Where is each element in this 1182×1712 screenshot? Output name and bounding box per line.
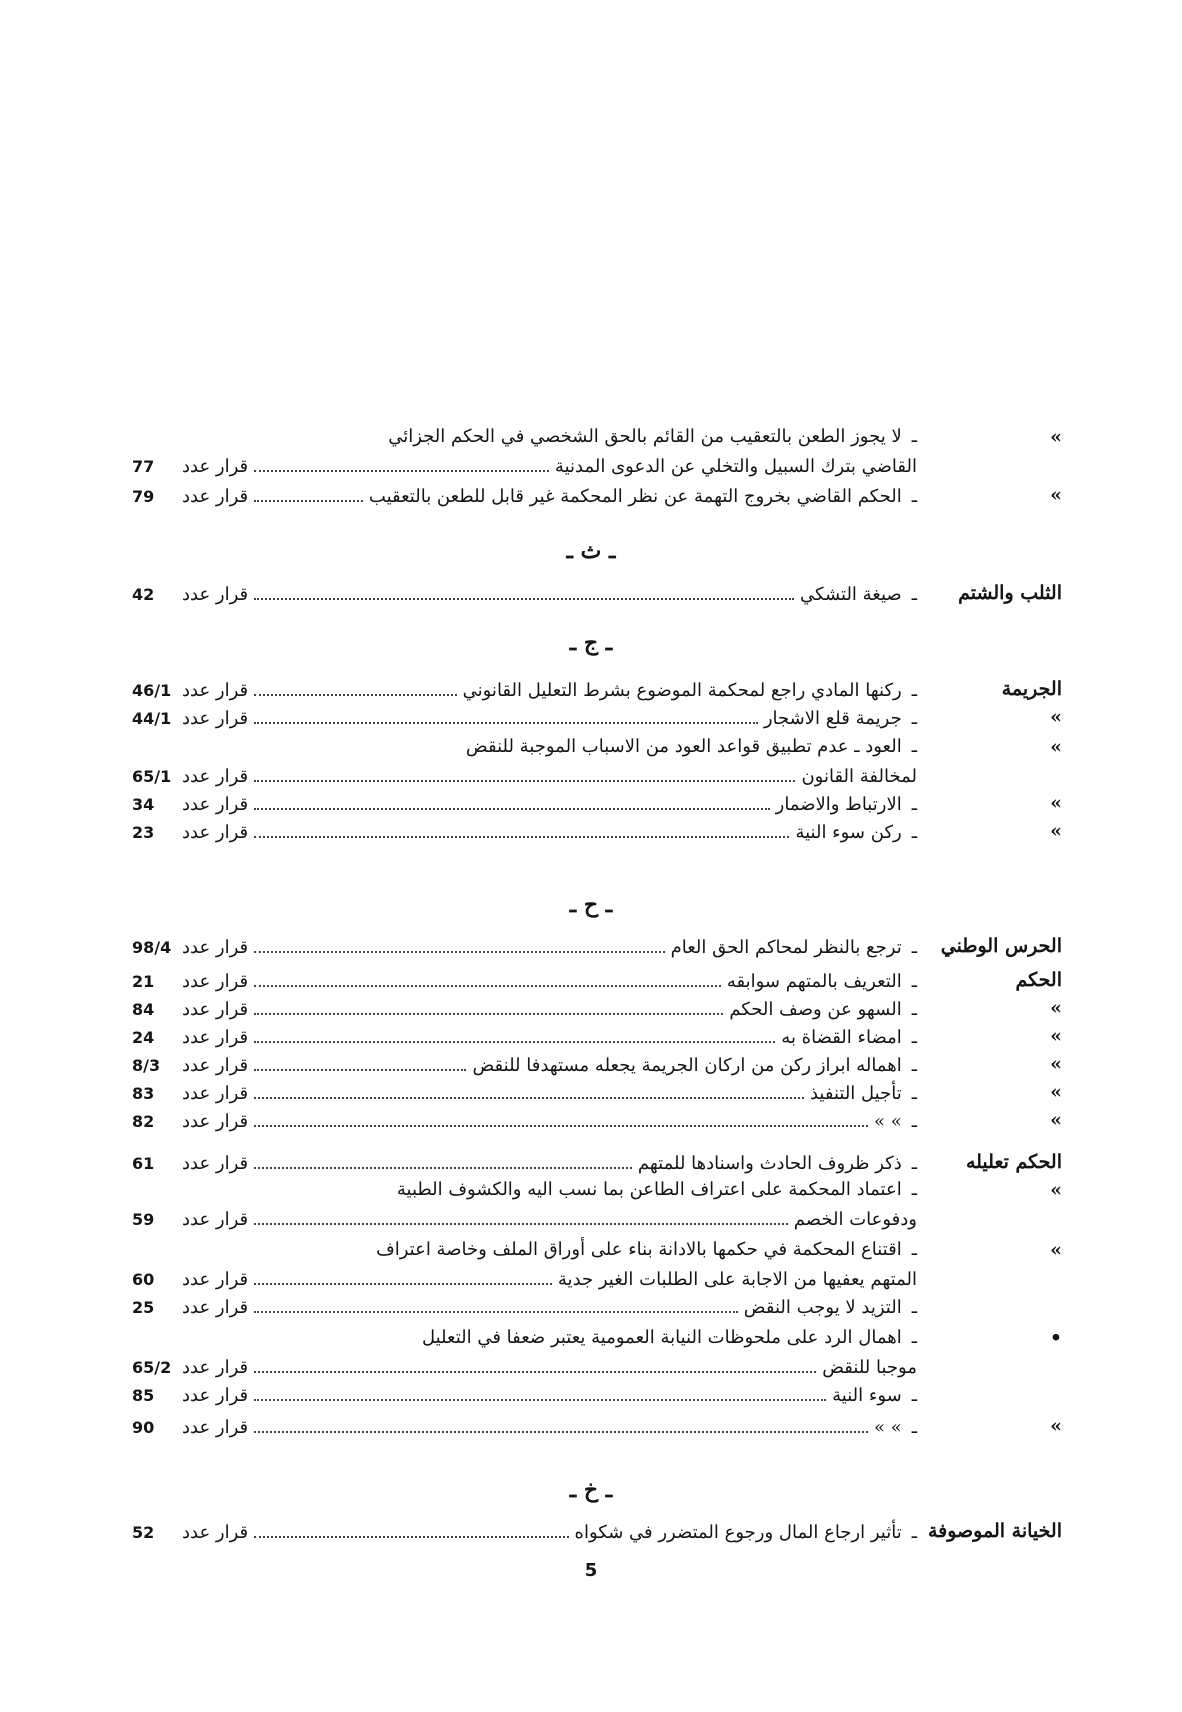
decision-label: قرار عدد [182,1111,249,1132]
entry-dash: ـ [911,937,917,958]
decision-number: 8/3 [132,1056,161,1075]
entry-body [132,995,917,1021]
index-entry [132,1205,1062,1231]
decision-label: قرار عدد [182,1027,249,1048]
decision-number: 44/1 [132,709,172,728]
entry-body [132,734,917,760]
entry-dash: ـ [911,1153,917,1174]
entry-dash: ـ [911,822,917,843]
entry-subject: » [1050,792,1062,814]
entry-subject: الحرس الوطني [940,935,1062,957]
decision-label: قرار عدد [182,584,249,605]
dot-leader [254,1293,738,1313]
index-entry [132,933,1062,959]
decision-number: 84 [132,1000,155,1019]
entry-dash: ـ [911,1297,917,1318]
entry-text: اقتناع المحكمة في حكمها بالادانة بناء على أوراق الملف وخاصة اعتراف [376,1239,902,1260]
entry-text: تأثير ارجاع المال ورجوع المتضرر في شكواه [574,1522,902,1543]
entry-text: القاضي بترك السبيل والتخلي عن الدعوى المدنية [554,456,917,477]
dot-leader [254,995,723,1015]
entry-body [132,1413,917,1439]
entry-text: ترجع بالنظر لمحاكم الحق العام [670,937,902,958]
entry-text: اعتماد المحكمة على اعتراف الطاعن بما نسب اليه والكشوف الطبية [396,1179,902,1200]
entry-subject: » [1050,1239,1062,1261]
entry-text: ودفوعات الخصم [793,1209,917,1230]
decision-label: قرار عدد [182,1269,249,1290]
decision-label: قرار عدد [182,971,249,992]
entry-body [132,1265,917,1291]
index-entry [132,452,1062,478]
index-entry [132,818,1062,844]
decision-number: 21 [132,972,155,991]
index-entry [132,790,1062,816]
decision-number: 98/4 [132,938,172,957]
dot-leader [254,1107,868,1127]
letter-heading-ha: ـ ح ـ [569,892,613,918]
decision-label: قرار عدد [182,1357,249,1378]
decision-number: 59 [132,1210,155,1229]
entry-text: لمخالفة القانون [801,766,917,787]
decision-label: قرار عدد [182,708,249,729]
entry-body [132,1107,917,1133]
entry-text: تأجيل التنفيذ [809,1083,902,1104]
entry-text: امضاء القضاة به [781,1027,902,1048]
decision-label: قرار عدد [182,1297,249,1318]
entry-dash: ـ [911,1327,917,1348]
entry-subject: » [1050,1109,1062,1131]
dot-leader [254,1149,632,1169]
entry-subject: الحكم [1015,969,1062,991]
entry-subject: » [1050,1053,1062,1075]
entry-dash: ـ [911,426,917,447]
decision-label: قرار عدد [182,1083,249,1104]
entry-text: الارتباط والاضمار [775,794,902,815]
entry-body [132,482,917,508]
decision-label: قرار عدد [182,1153,249,1174]
index-entry [132,424,1062,450]
entry-body [132,1293,917,1319]
entry-text: اهمال الرد على ملحوظات النيابة العمومية يعتبر ضعفا في التعليل [421,1327,902,1348]
entry-text: التزيد لا يوجب النقض [743,1297,902,1318]
decision-number: 82 [132,1112,155,1131]
decision-number: 83 [132,1084,155,1103]
entry-body [132,1353,917,1379]
index-entry [132,995,1062,1021]
dot-leader [254,580,794,600]
entry-dash: ـ [911,999,917,1020]
entry-text: » » [873,1111,902,1132]
entry-subject: » [1050,484,1062,506]
decision-label: قرار عدد [182,1209,249,1230]
entry-body [132,1381,917,1407]
index-entry [132,1237,1062,1263]
entry-subject: » [1050,1025,1062,1047]
entry-subject: الحكم تعليله [965,1151,1062,1173]
entry-body [132,818,917,844]
entry-text: جريمة قلع الاشجار [763,708,902,729]
entry-subject: الجريمة [1001,678,1062,700]
decision-number: 90 [132,1418,155,1437]
dot-leader [254,482,363,502]
decision-number: 60 [132,1270,155,1289]
decision-number: 85 [132,1386,155,1405]
letter-heading-tha: ـ ث ـ [566,538,616,564]
dot-leader [254,1205,788,1225]
entry-subject: » [1050,1415,1062,1437]
index-entry [132,1149,1062,1175]
dot-leader [254,1023,775,1043]
entry-text: لا يجوز الطعن بالتعقيب من القائم بالحق الشخصي في الحكم الجزائي [388,426,902,447]
entry-text: سوء النية [832,1385,902,1406]
index-entry [132,482,1062,508]
index-entry [132,1353,1062,1379]
dot-leader [254,818,789,838]
dot-leader [254,452,549,472]
decision-number: 61 [132,1154,155,1173]
decision-label: قرار عدد [182,1055,249,1076]
entry-dash: ـ [911,1055,917,1076]
decision-label: قرار عدد [182,1522,249,1543]
entry-dash: ـ [911,708,917,729]
decision-number: 24 [132,1028,155,1047]
entry-body [132,676,917,702]
entry-text: التعريف بالمتهم سوابقه [726,971,902,992]
dot-leader [254,967,721,987]
letter-heading-jim: ـ ج ـ [569,630,613,656]
entry-body [132,1149,917,1175]
decision-number: 46/1 [132,681,172,700]
index-entry [132,1023,1062,1049]
decision-number: 79 [132,487,155,506]
entry-subject: » [1050,736,1062,758]
dot-leader [254,762,795,782]
entry-text: ركنها المادي راجع لمحكمة الموضوع بشرط التعليل القانوني [462,680,902,701]
dot-leader [254,790,769,810]
decision-number: 42 [132,585,155,604]
entry-subject: » [1050,426,1062,448]
index-entry [132,1079,1062,1105]
dot-leader [254,704,758,724]
index-entry [132,1413,1062,1439]
entry-dash: ـ [911,1027,917,1048]
dot-leader [254,1051,466,1071]
entry-dash: ـ [911,794,917,815]
index-entry [132,1381,1062,1407]
index-entry [132,1293,1062,1319]
index-entry [132,1265,1062,1291]
entry-body [132,790,917,816]
entry-dash: ـ [911,1083,917,1104]
decision-label: قرار عدد [182,680,249,701]
index-entry [132,1177,1062,1203]
entry-dash: ـ [911,1111,917,1132]
index-entry [132,1518,1062,1544]
entry-text: » » [873,1417,902,1438]
decision-label: قرار عدد [182,999,249,1020]
entry-body [132,1237,917,1263]
entry-body [132,1518,917,1544]
index-entry [132,762,1062,788]
entry-subject: » [1050,1081,1062,1103]
dot-leader [254,1518,568,1538]
entry-dash: ـ [911,584,917,605]
entry-dash: ـ [911,971,917,992]
decision-label: قرار عدد [182,1385,249,1406]
entry-body [132,762,917,788]
entry-subject: » [1050,1179,1062,1201]
entry-text: الحكم القاضي بخروج التهمة عن نظر المحكمة غير قابل للطعن بالتعقيب [368,486,902,507]
entry-subject: الخيانة الموصوفة [927,1520,1062,1542]
entry-dash: ـ [911,680,917,701]
decision-number: 34 [132,795,155,814]
entry-subject: » [1050,997,1062,1019]
dot-leader [254,1079,804,1099]
entry-body [132,1079,917,1105]
entry-text: ركن سوء النية [795,822,902,843]
entry-dash: ـ [911,1385,917,1406]
entry-subject: » [1050,706,1062,728]
entry-text: السهو عن وصف الحكم [729,999,902,1020]
entry-text: اهماله ابراز ركن من اركان الجريمة يجعله مستهدفا للنقض [472,1055,902,1076]
index-entry [132,704,1062,730]
entry-dash: ـ [911,1179,917,1200]
entry-dash: ـ [911,1417,917,1438]
dot-leader [254,1353,816,1373]
decision-number: 65/1 [132,767,172,786]
decision-number: 23 [132,823,155,842]
entry-body [132,1325,917,1351]
entry-text: ذكر ظروف الحادث واسنادها للمتهم [637,1153,902,1174]
entry-subject: • [1049,1327,1062,1349]
dot-leader [254,676,456,696]
decision-label: قرار عدد [182,937,249,958]
index-entry [132,1325,1062,1351]
entry-dash: ـ [911,736,917,757]
letter-heading-kha: ـ خ ـ [569,1477,613,1503]
entry-body [132,967,917,993]
entry-body [132,933,917,959]
decision-number: 25 [132,1298,155,1317]
entry-body [132,1023,917,1049]
index-entry [132,580,1062,606]
decision-label: قرار عدد [182,486,249,507]
entry-dash: ـ [911,1239,917,1260]
index-entry [132,1107,1062,1133]
entry-body [132,1205,917,1231]
dot-leader [254,933,664,953]
entry-text: صيغة التشكي [800,584,902,605]
index-entry [132,1051,1062,1077]
entry-text: العود ـ عدم تطبيق قواعد العود من الاسباب الموجبة للنقض [465,736,902,757]
entry-body [132,1051,917,1077]
decision-label: قرار عدد [182,822,249,843]
entry-subject: » [1050,820,1062,842]
decision-label: قرار عدد [182,456,249,477]
entry-dash: ـ [911,1522,917,1543]
entry-dash: ـ [911,486,917,507]
entry-body [132,1177,917,1203]
entry-body [132,424,917,450]
entry-body [132,452,917,478]
decision-label: قرار عدد [182,1417,249,1438]
entry-text: المتهم يعفيها من الاجابة على الطلبات الغير جدية [557,1269,917,1290]
decision-number: 65/2 [132,1358,172,1377]
dot-leader [254,1381,826,1401]
decision-label: قرار عدد [182,766,249,787]
index-entry [132,734,1062,760]
decision-number: 52 [132,1523,155,1542]
index-entry [132,967,1062,993]
decision-number: 77 [132,457,155,476]
index-entry [132,676,1062,702]
dot-leader [254,1265,552,1285]
entry-subject: الثلب والشتم [958,582,1062,604]
dot-leader [254,1413,868,1433]
decision-label: قرار عدد [182,794,249,815]
entry-text: موجبا للنقض [822,1357,917,1378]
entry-body [132,704,917,730]
page-number: 5 [584,1560,598,1581]
entry-body [132,580,917,606]
